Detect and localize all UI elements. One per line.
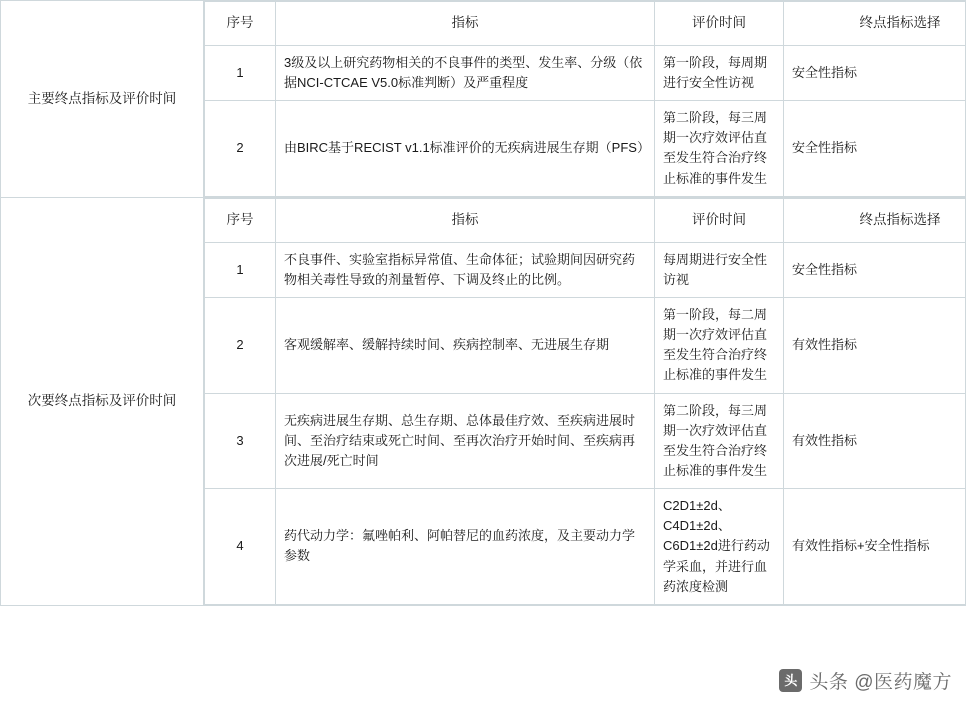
cell-no: 1 [205, 45, 276, 100]
cell-selection: 安全性指标 [784, 242, 966, 297]
header-no: 序号 [205, 2, 276, 46]
cell-item: 客观缓解率、缓解持续时间、疾病控制率、无进展生存期 [276, 297, 655, 393]
cell-no: 4 [205, 489, 276, 605]
cell-selection: 有效性指标 [784, 393, 966, 489]
header-time: 评价时间 [655, 2, 784, 46]
table-row [205, 242, 966, 297]
header-selection: 终点指标选择 [784, 198, 966, 242]
cell-time: C2D1±2d、C4D1±2d、C6D1±2d进行药动学采血，并进行血药浓度检测 [655, 489, 784, 605]
secondary-table-head [205, 198, 966, 242]
watermark-text: 头条 @医药魔方 [809, 672, 952, 693]
cell-item: 3级及以上研究药物相关的不良事件的类型、发生率、分级（依据NCI-CTCAE V5.0标准判断）及严重程度 [276, 45, 655, 100]
cell-item: 无疾病进展生存期、总生存期、总体最佳疗效、至疾病进展时间、至治疗结束或死亡时间、至再次治疗开始时间、至疾病再次进展/死亡时间 [276, 393, 655, 489]
cell-time: 第一阶段，每二周期一次疗效评估直至发生符合治疗终止标准的事件发生 [655, 297, 784, 393]
table-row [205, 393, 966, 489]
header-selection: 终点指标选择 [784, 2, 966, 46]
primary-table-head [205, 2, 966, 46]
header-no: 序号 [205, 198, 276, 242]
cell-item: 药代动力学：氟唑帕利、阿帕替尼的血药浓度，及主要动力学参数 [276, 489, 655, 605]
cell-no: 3 [205, 393, 276, 489]
toutiao-logo-icon: 头 [779, 669, 802, 692]
watermark [779, 667, 952, 694]
cell-time: 第二阶段，每三周期一次疗效评估直至发生符合治疗终止标准的事件发生 [655, 101, 784, 197]
primary-endpoints-table [204, 1, 966, 197]
cell-item: 不良事件、实验室指标异常值、生命体征；试验期间因研究药物相关毒性导致的剂量暂停、下调及终止的比例。 [276, 242, 655, 297]
cell-no: 2 [205, 101, 276, 197]
section-content-primary [204, 1, 966, 198]
cell-selection: 安全性指标 [784, 101, 966, 197]
cell-time: 第二阶段，每三周期一次疗效评估直至发生符合治疗终止标准的事件发生 [655, 393, 784, 489]
cell-selection: 有效性指标+安全性指标 [784, 489, 966, 605]
header-item: 指标 [276, 2, 655, 46]
cell-selection: 安全性指标 [784, 45, 966, 100]
secondary-endpoints-table [204, 198, 966, 605]
table-row [205, 45, 966, 100]
primary-header-row [205, 2, 966, 46]
header-item: 指标 [276, 198, 655, 242]
section-row-primary [1, 1, 966, 198]
cell-time: 每周期进行安全性访视 [655, 242, 784, 297]
cell-selection: 有效性指标 [784, 297, 966, 393]
secondary-header-row [205, 198, 966, 242]
section-label-secondary: 次要终点指标及评价时间 [1, 197, 204, 605]
table-row [205, 489, 966, 605]
secondary-table-body [205, 242, 966, 604]
section-label-primary: 主要终点指标及评价时间 [1, 1, 204, 198]
cell-time: 第一阶段，每周期进行安全性访视 [655, 45, 784, 100]
cell-item: 由BIRC基于RECIST v1.1标准评价的无疾病进展生存期（PFS） [276, 101, 655, 197]
table-row [205, 297, 966, 393]
cell-no: 2 [205, 297, 276, 393]
table-row [205, 101, 966, 197]
section-content-secondary [204, 197, 966, 605]
header-time: 评价时间 [655, 198, 784, 242]
cell-no: 1 [205, 242, 276, 297]
primary-table-body [205, 45, 966, 196]
section-row-secondary [1, 197, 966, 605]
